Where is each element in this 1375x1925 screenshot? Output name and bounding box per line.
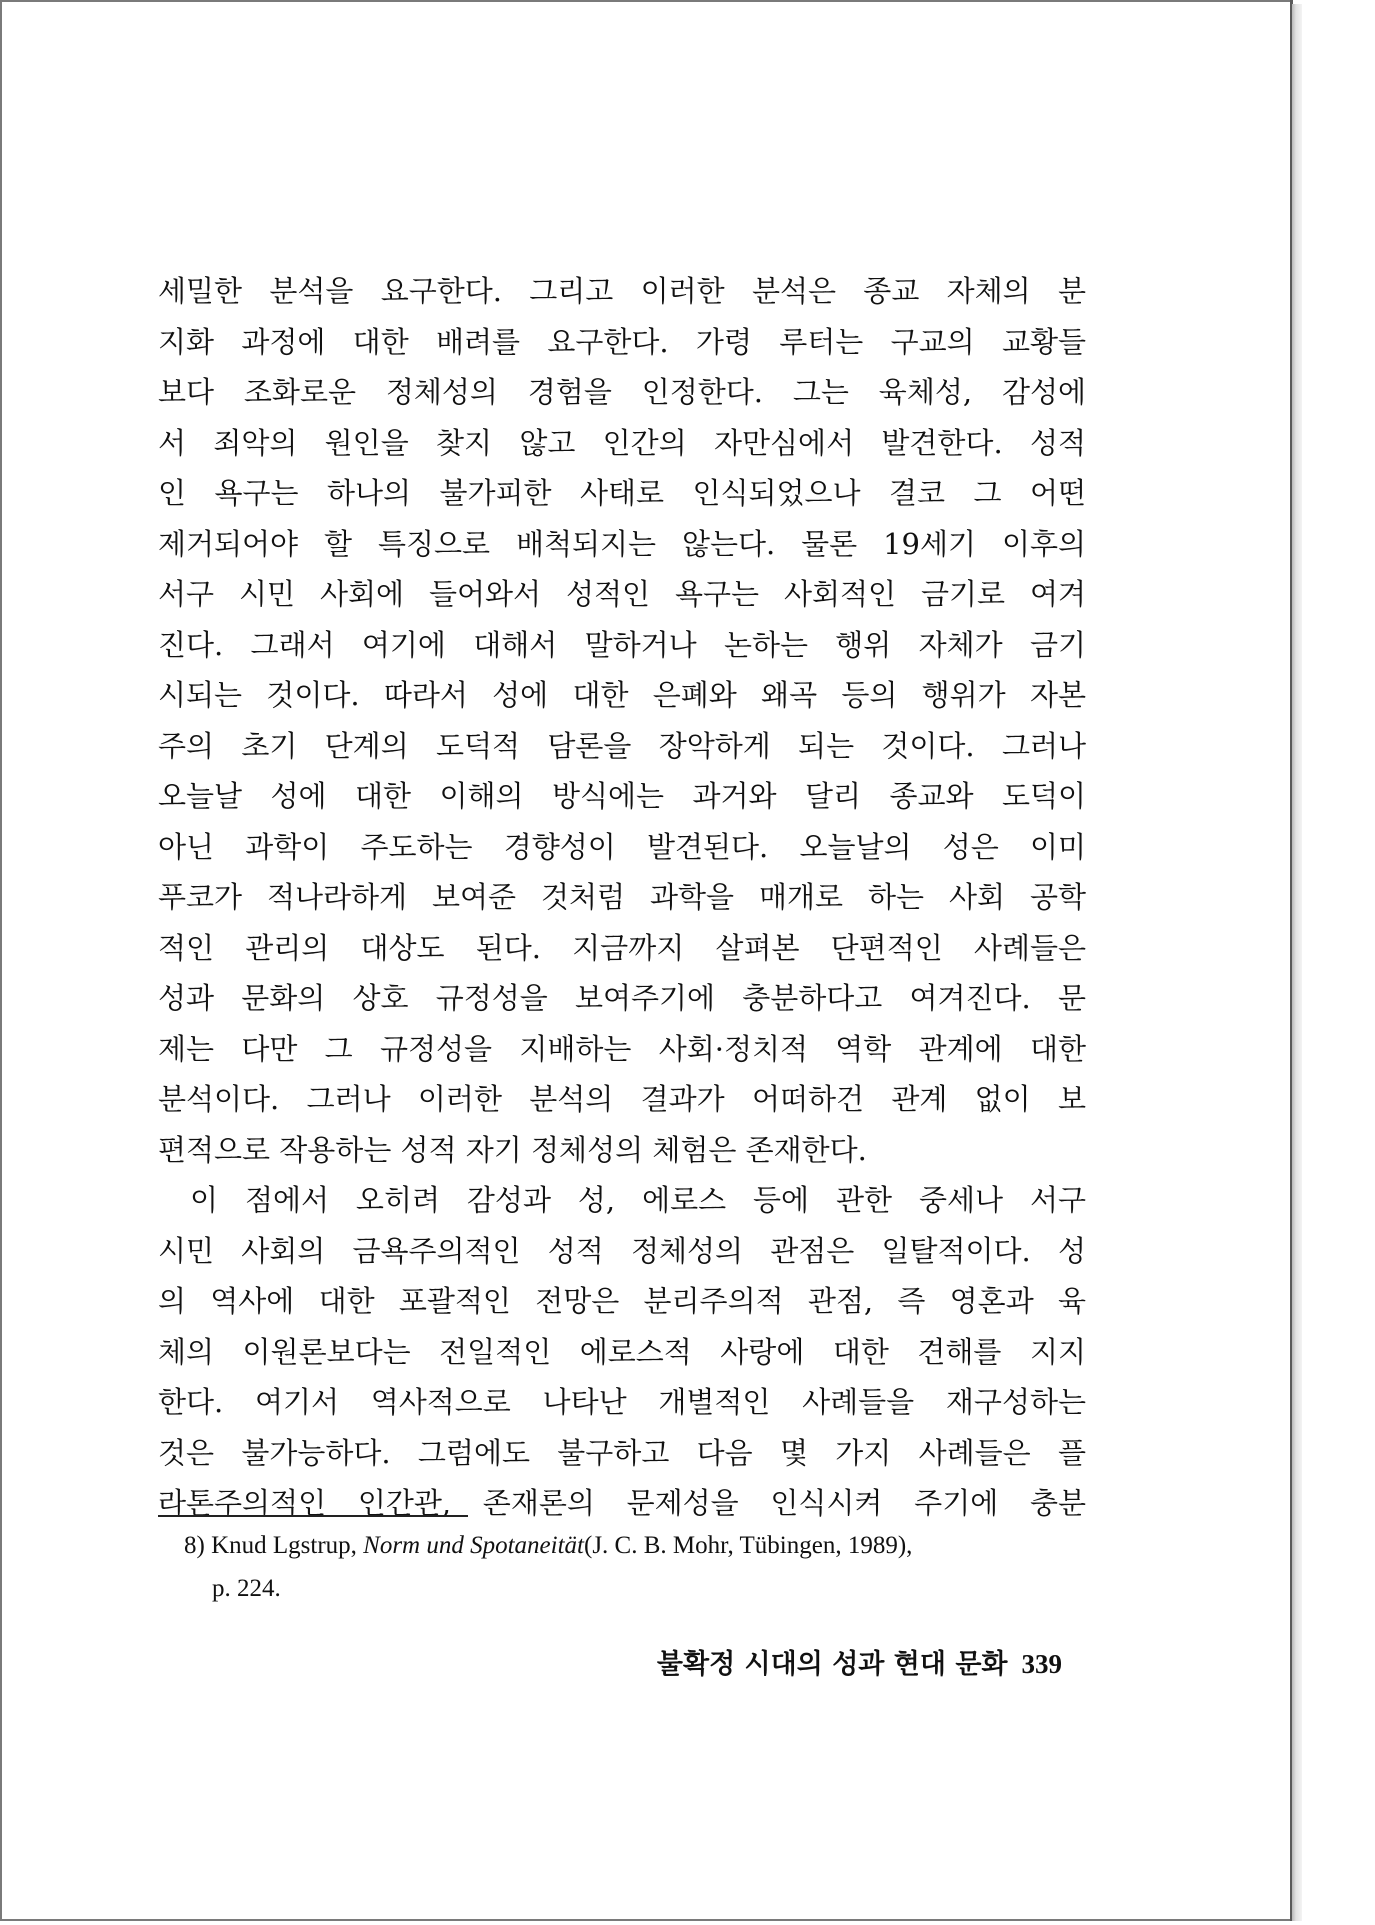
text-line: 제는 다만 그 규정성을 지배하는 사회·정치적 역학 관계에 대한 (158, 1031, 1086, 1066)
text-line: 것은 불가능하다. 그럼에도 불구하고 다음 몇 가지 사례들은 플 (158, 1435, 1086, 1470)
text-line: 지화 과정에 대한 배려를 요구한다. 가령 루터는 구교의 교황들 (158, 324, 1086, 359)
text-line: 분석이다. 그러나 이러한 분석의 결과가 어떠하건 관계 없이 보 (158, 1082, 1086, 1116)
footnote-line (184, 1524, 1104, 1567)
footnote (184, 1524, 1104, 1610)
text-line: 시민 사회의 금욕주의적인 성적 정체성의 관점은 일탈적이다. 성 (158, 1233, 1086, 1268)
text-line: 아닌 과학이 주도하는 경향성이 발견된다. 오늘날의 성은 이미 (158, 829, 1086, 864)
text-line: 오늘날 성에 대한 이해의 방식에는 과거와 달리 종교와 도덕이 (158, 779, 1086, 813)
text-line: 제거되어야 할 특징으로 배척되지는 않는다. 물론 19세기 이후의 (158, 526, 1086, 561)
text-line: 푸코가 적나라하게 보여준 것처럼 과학을 매개로 하는 사회 공학 (158, 880, 1086, 914)
text-line: 서구 시민 사회에 들어와서 성적인 욕구는 사회적인 금기로 여겨 (158, 577, 1086, 611)
footnote-title: Norm und Spotaneität (363, 1532, 584, 1559)
footnote-divider (158, 1515, 468, 1517)
text-line: 서 죄악의 원인을 찾지 않고 인간의 자만심에서 발견한다. 성적 (158, 425, 1086, 460)
text-line: 한다. 여기서 역사적으로 나타난 개별적인 사례들을 재구성하는 (158, 1385, 1086, 1419)
text-line: 진다. 그래서 여기에 대해서 말하거나 논하는 행위 자체가 금기 (158, 627, 1086, 662)
page-edge-shadow (1292, 4, 1302, 1921)
text-line: 의 역사에 대한 포괄적인 전망은 분리주의적 관점, 즉 영혼과 육 (158, 1284, 1086, 1318)
text-line-paragraph-start: 이 점에서 오히려 감성과 성, 에로스 등에 관한 중세나 서구 (190, 1183, 1086, 1217)
text-line: 체의 이원론보다는 전일적인 에로스적 사랑에 대한 견해를 지지 (158, 1334, 1086, 1369)
text-line: 세밀한 분석을 요구한다. 그리고 이러한 분석은 종교 자체의 분 (158, 274, 1086, 308)
footnote-author: Knud Lgstrup, (211, 1532, 357, 1559)
text-line: 시되는 것이다. 따라서 성에 대한 은폐와 왜곡 등의 행위가 자본 (158, 678, 1086, 712)
text-line: 주의 초기 단계의 도덕적 담론을 장악하게 되는 것이다. 그러나 (158, 728, 1086, 763)
text-line: 보다 조화로운 정체성의 경험을 인정한다. 그는 육체성, 감성에 (158, 375, 1086, 409)
text-line-paragraph-end: 편적으로 작용하는 성적 자기 정체성의 체험은 존재한다. (158, 1132, 867, 1167)
body-text (158, 266, 1086, 1529)
text-line: 라톤주의적인 인간관, 존재론의 문제성을 인식시켜 주기에 충분 (158, 1486, 1086, 1520)
running-footer (622, 1642, 1062, 1681)
text-line: 성과 문화의 상호 규정성을 보여주기에 충분하다고 여겨진다. 문 (158, 981, 1086, 1015)
text-line: 적인 관리의 대상도 된다. 지금까지 살펴본 단편적인 사례들은 (158, 930, 1086, 965)
footnote-number: 8) (184, 1532, 205, 1559)
footnote-page: p. 224. (212, 1575, 281, 1602)
page-number: 339 (1021, 1649, 1062, 1679)
text-line: 인 욕구는 하나의 불가피한 사태로 인식되었으나 결코 그 어떤 (158, 476, 1086, 510)
footnote-publisher: (J. C. B. Mohr, Tübingen, 1989), (584, 1532, 913, 1559)
running-footer-title: 불확정 시대의 성과 현대 문화 (656, 1649, 1008, 1680)
